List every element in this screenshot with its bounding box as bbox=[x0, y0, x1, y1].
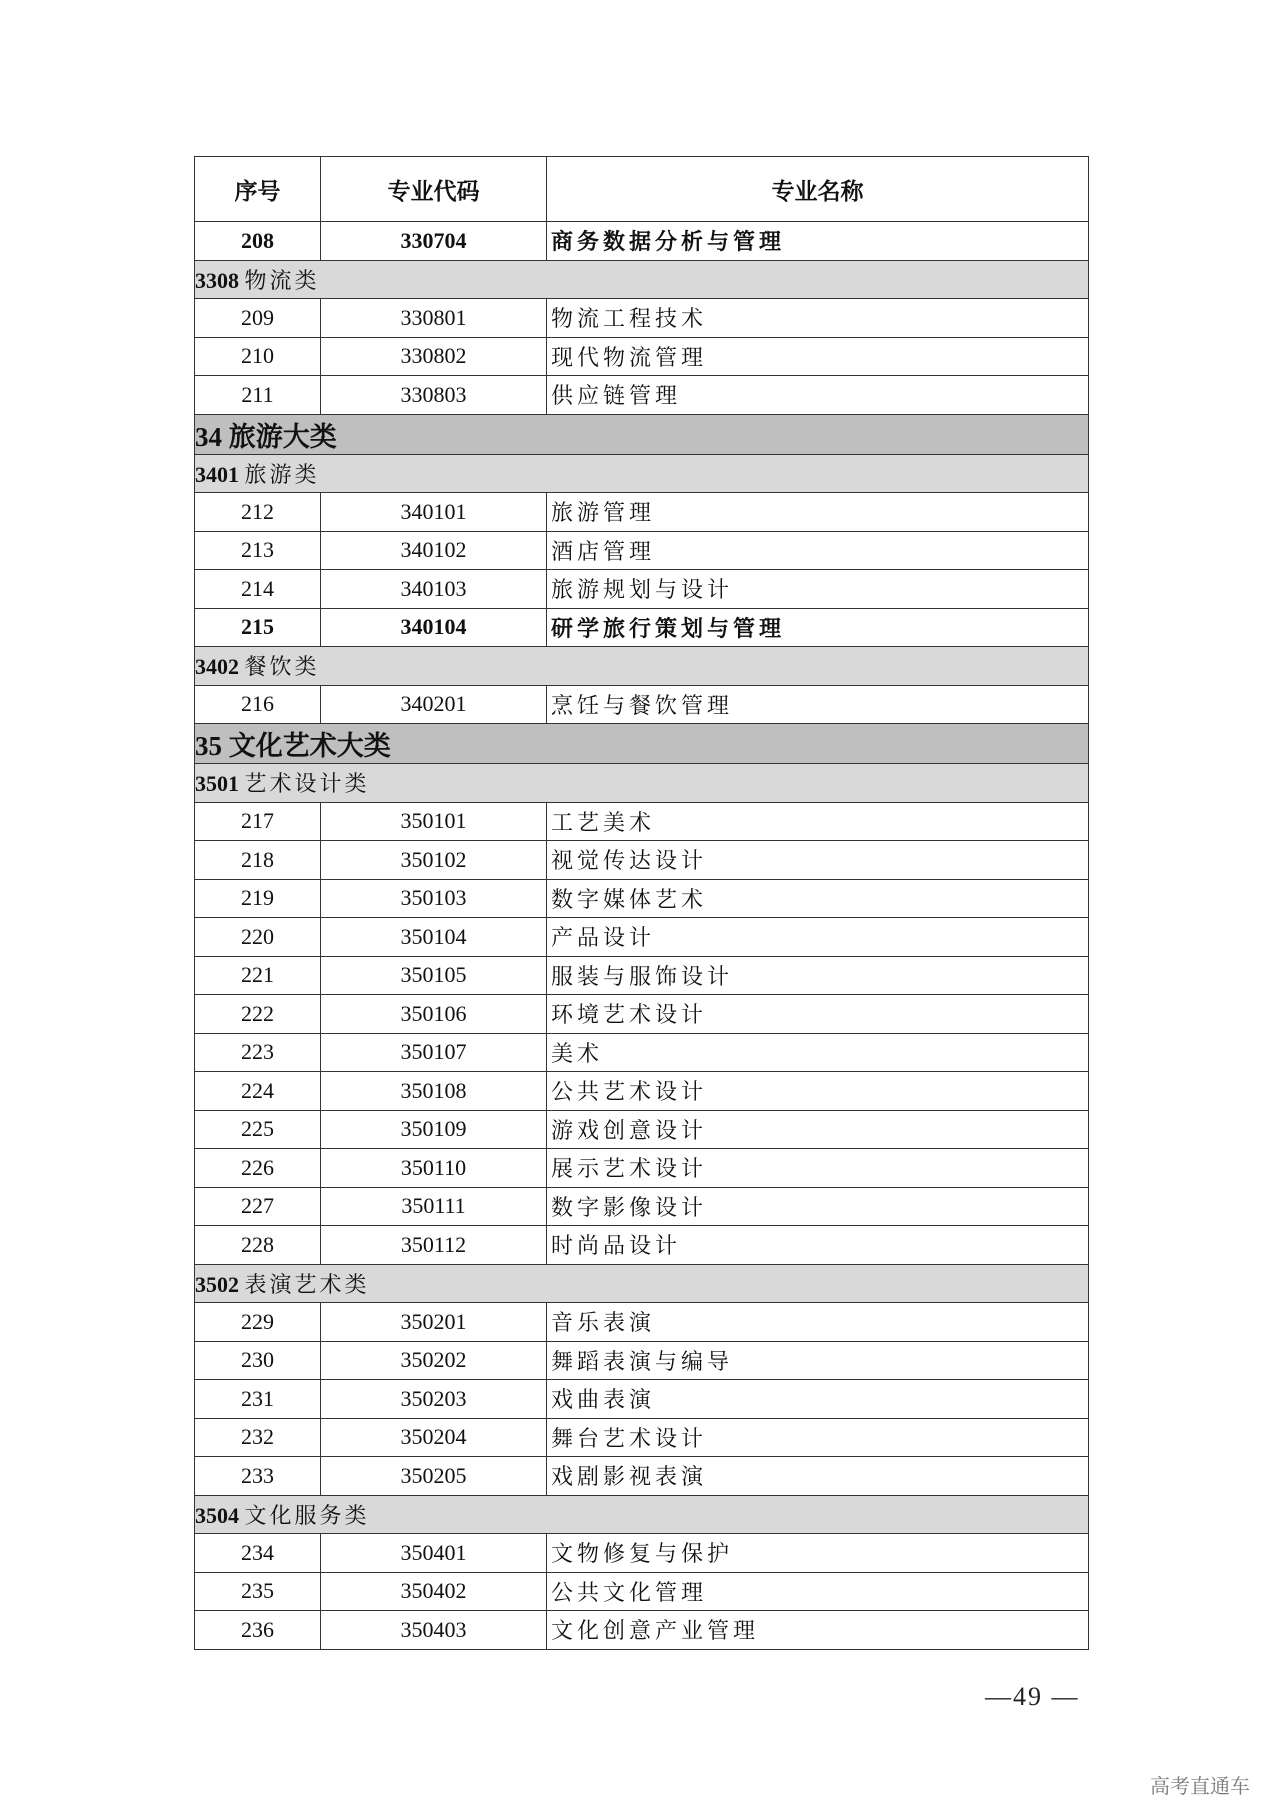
code-cell: 350103 bbox=[321, 879, 547, 918]
category-code: 3504 bbox=[195, 1502, 239, 1528]
subcategory-row bbox=[195, 647, 1089, 686]
code-cell: 350110 bbox=[321, 1149, 547, 1188]
table-row bbox=[195, 1380, 1089, 1419]
seq-cell: 209 bbox=[195, 299, 321, 338]
name-cell: 烹饪与餐饮管理 bbox=[547, 685, 1089, 724]
code-cell: 350403 bbox=[321, 1611, 547, 1650]
seq-cell: 219 bbox=[195, 879, 321, 918]
seq-cell: 208 bbox=[195, 222, 321, 261]
table-row bbox=[195, 802, 1089, 841]
name-cell: 产品设计 bbox=[547, 918, 1089, 957]
code-cell: 330803 bbox=[321, 376, 547, 415]
code-cell: 340102 bbox=[321, 531, 547, 570]
seq-cell: 227 bbox=[195, 1187, 321, 1226]
code-cell: 350112 bbox=[321, 1226, 547, 1265]
seq-cell: 234 bbox=[195, 1534, 321, 1573]
category-code: 3501 bbox=[195, 771, 239, 797]
table-row bbox=[195, 1110, 1089, 1149]
name-cell: 视觉传达设计 bbox=[547, 841, 1089, 880]
table-row bbox=[195, 1457, 1089, 1496]
name-cell: 现代物流管理 bbox=[547, 337, 1089, 376]
seq-cell: 228 bbox=[195, 1226, 321, 1265]
code-cell: 350107 bbox=[321, 1033, 547, 1072]
code-cell: 330802 bbox=[321, 337, 547, 376]
code-cell: 350108 bbox=[321, 1072, 547, 1111]
table-row bbox=[195, 956, 1089, 995]
category-cell bbox=[195, 1264, 1089, 1303]
name-cell: 游戏创意设计 bbox=[547, 1110, 1089, 1149]
name-cell: 公共艺术设计 bbox=[547, 1072, 1089, 1111]
category-label: 物流类 bbox=[244, 267, 320, 293]
seq-cell: 235 bbox=[195, 1572, 321, 1611]
category-cell bbox=[195, 454, 1089, 493]
name-cell: 旅游管理 bbox=[547, 493, 1089, 532]
table-row bbox=[195, 493, 1089, 532]
category-code: 3402 bbox=[195, 654, 239, 680]
table-row bbox=[195, 1149, 1089, 1188]
code-cell: 340103 bbox=[321, 570, 547, 609]
name-cell: 时尚品设计 bbox=[547, 1226, 1089, 1265]
code-cell: 340104 bbox=[321, 608, 547, 647]
seq-cell: 233 bbox=[195, 1457, 321, 1496]
name-cell: 舞蹈表演与编导 bbox=[547, 1341, 1089, 1380]
category-label: 旅游大类 bbox=[228, 421, 337, 452]
table-row bbox=[195, 1611, 1089, 1650]
name-cell: 公共文化管理 bbox=[547, 1572, 1089, 1611]
seq-cell: 217 bbox=[195, 802, 321, 841]
category-label: 文化艺术大类 bbox=[228, 731, 391, 761]
major-category-row bbox=[195, 414, 1089, 454]
category-code: 35 bbox=[195, 731, 222, 761]
seq-cell: 214 bbox=[195, 570, 321, 609]
name-cell: 文物修复与保护 bbox=[547, 1534, 1089, 1573]
seq-cell: 231 bbox=[195, 1380, 321, 1419]
table-row bbox=[195, 1303, 1089, 1342]
name-cell: 数字媒体艺术 bbox=[547, 879, 1089, 918]
seq-cell: 213 bbox=[195, 531, 321, 570]
name-cell: 展示艺术设计 bbox=[547, 1149, 1089, 1188]
code-cell: 350204 bbox=[321, 1418, 547, 1457]
name-cell: 戏曲表演 bbox=[547, 1380, 1089, 1419]
seq-cell: 215 bbox=[195, 608, 321, 647]
name-cell: 旅游规划与设计 bbox=[547, 570, 1089, 609]
table-row bbox=[195, 337, 1089, 376]
table-row bbox=[195, 879, 1089, 918]
category-cell bbox=[195, 724, 1089, 764]
code-cell: 350203 bbox=[321, 1380, 547, 1419]
category-cell bbox=[195, 1495, 1089, 1534]
table-row bbox=[195, 918, 1089, 957]
table-row bbox=[195, 570, 1089, 609]
code-cell: 330704 bbox=[321, 222, 547, 261]
code-cell: 350104 bbox=[321, 918, 547, 957]
table-row bbox=[195, 1341, 1089, 1380]
seq-cell: 229 bbox=[195, 1303, 321, 1342]
name-cell: 研学旅行策划与管理 bbox=[547, 608, 1089, 647]
category-code: 34 bbox=[195, 421, 222, 452]
seq-cell: 225 bbox=[195, 1110, 321, 1149]
seq-cell: 222 bbox=[195, 995, 321, 1034]
table-row bbox=[195, 1534, 1089, 1573]
name-cell: 美术 bbox=[547, 1033, 1089, 1072]
name-cell: 酒店管理 bbox=[547, 531, 1089, 570]
name-cell: 工艺美术 bbox=[547, 802, 1089, 841]
code-cell: 350401 bbox=[321, 1534, 547, 1573]
seq-cell: 210 bbox=[195, 337, 321, 376]
category-label: 餐饮类 bbox=[244, 654, 320, 680]
category-label: 旅游类 bbox=[244, 461, 320, 487]
seq-cell: 216 bbox=[195, 685, 321, 724]
name-cell: 舞台艺术设计 bbox=[547, 1418, 1089, 1457]
subcategory-row bbox=[195, 260, 1089, 299]
seq-cell: 232 bbox=[195, 1418, 321, 1457]
table-row bbox=[195, 1418, 1089, 1457]
seq-cell: 212 bbox=[195, 493, 321, 532]
seq-cell: 230 bbox=[195, 1341, 321, 1380]
code-cell: 350102 bbox=[321, 841, 547, 880]
code-cell: 350205 bbox=[321, 1457, 547, 1496]
code-cell: 350101 bbox=[321, 802, 547, 841]
name-cell: 数字影像设计 bbox=[547, 1187, 1089, 1226]
table-row bbox=[195, 376, 1089, 415]
header-name: 专业名称 bbox=[547, 157, 1089, 222]
table-row bbox=[195, 299, 1089, 338]
subcategory-row bbox=[195, 454, 1089, 493]
name-cell: 服装与服饰设计 bbox=[547, 956, 1089, 995]
code-cell: 350111 bbox=[321, 1187, 547, 1226]
watermark: 高考直通车 bbox=[1150, 1774, 1250, 1798]
header-code: 专业代码 bbox=[321, 157, 547, 222]
category-cell bbox=[195, 647, 1089, 686]
table-row bbox=[195, 685, 1089, 724]
table-row bbox=[195, 531, 1089, 570]
category-label: 文化服务类 bbox=[244, 1502, 370, 1528]
name-cell: 文化创意产业管理 bbox=[547, 1611, 1089, 1650]
major-category-row bbox=[195, 724, 1089, 764]
seq-cell: 211 bbox=[195, 376, 321, 415]
code-cell: 340101 bbox=[321, 493, 547, 532]
table-row bbox=[195, 1072, 1089, 1111]
code-cell: 350402 bbox=[321, 1572, 547, 1611]
category-cell bbox=[195, 260, 1089, 299]
subcategory-row bbox=[195, 764, 1089, 803]
seq-cell: 220 bbox=[195, 918, 321, 957]
table-row bbox=[195, 1226, 1089, 1265]
seq-cell: 236 bbox=[195, 1611, 321, 1650]
seq-cell: 224 bbox=[195, 1072, 321, 1111]
page-number: —49 — bbox=[985, 1682, 1080, 1711]
code-cell: 350201 bbox=[321, 1303, 547, 1342]
table-body bbox=[195, 222, 1089, 1650]
name-cell: 音乐表演 bbox=[547, 1303, 1089, 1342]
seq-cell: 226 bbox=[195, 1149, 321, 1188]
seq-cell: 221 bbox=[195, 956, 321, 995]
majors-table bbox=[194, 156, 1089, 1650]
code-cell: 330801 bbox=[321, 299, 547, 338]
name-cell: 戏剧影视表演 bbox=[547, 1457, 1089, 1496]
category-code: 3502 bbox=[195, 1271, 239, 1297]
table-row bbox=[195, 841, 1089, 880]
code-cell: 350202 bbox=[321, 1341, 547, 1380]
table-header-row bbox=[195, 157, 1089, 222]
category-cell bbox=[195, 414, 1089, 454]
category-code: 3308 bbox=[195, 267, 239, 293]
subcategory-row bbox=[195, 1264, 1089, 1303]
category-label: 表演艺术类 bbox=[244, 1271, 370, 1297]
name-cell: 物流工程技术 bbox=[547, 299, 1089, 338]
code-cell: 350109 bbox=[321, 1110, 547, 1149]
name-cell: 供应链管理 bbox=[547, 376, 1089, 415]
seq-cell: 218 bbox=[195, 841, 321, 880]
code-cell: 350105 bbox=[321, 956, 547, 995]
subcategory-row bbox=[195, 1495, 1089, 1534]
seq-cell: 223 bbox=[195, 1033, 321, 1072]
table-row bbox=[195, 1572, 1089, 1611]
table-row bbox=[195, 608, 1089, 647]
category-label: 艺术设计类 bbox=[244, 771, 370, 797]
code-cell: 350106 bbox=[321, 995, 547, 1034]
header-seq: 序号 bbox=[195, 157, 321, 222]
name-cell: 环境艺术设计 bbox=[547, 995, 1089, 1034]
code-cell: 340201 bbox=[321, 685, 547, 724]
table-row bbox=[195, 222, 1089, 261]
table-row bbox=[195, 1033, 1089, 1072]
table-row bbox=[195, 995, 1089, 1034]
category-cell bbox=[195, 764, 1089, 803]
table-row bbox=[195, 1187, 1089, 1226]
category-code: 3401 bbox=[195, 461, 239, 487]
name-cell: 商务数据分析与管理 bbox=[547, 222, 1089, 261]
